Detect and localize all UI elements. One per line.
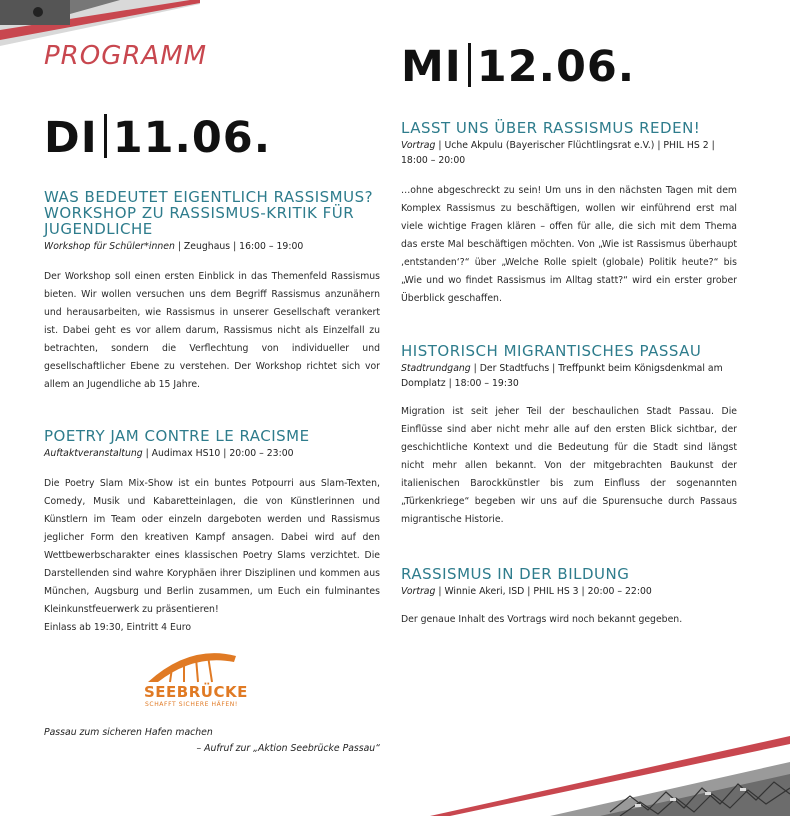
divider-bar	[104, 114, 107, 158]
weekday-label: DI	[44, 113, 98, 163]
bridge-icon	[144, 650, 254, 684]
event-details: | Audimax HS10 | 20:00 – 23:00	[142, 448, 294, 459]
event-details: | Winnie Akeri, ISD | PHIL HS 3 | 20:00 – 22:00	[435, 586, 652, 597]
logo-tagline: SCHAFFT SICHERE HÄFEN!	[145, 701, 238, 708]
event-description: Der genaue Inhalt des Vortrags wird noch bekannt gegeben.	[401, 614, 683, 625]
event-admission-note: Einlass ab 19:30, Eintritt 4 Euro	[44, 622, 192, 633]
event-title: HISTORISCH MIGRANTISCHES PASSAU	[401, 342, 702, 360]
event-title: LASST UNS ÜBER RASSISMUS REDEN!	[401, 119, 701, 137]
divider-bar	[468, 43, 471, 87]
event-description: Migration ist seit jeher Teil der beschaulichen Stadt Passau. Die Einflüsse sind aber nicht mehr alle auf den ersten Blick sichtbar, der geschichtliche Kontext und die Bedeutung für die Stadt sind längst nicht mehr allen bekannt. Von der mitgebrachten Baukunst der italienischen Barockkünstler bis zum Einfluss der sogenannten „Türkenkriege“ begeben wir uns auf die Spurensuche durch Passaus migrantische Historie.	[401, 406, 737, 525]
event-description: Der Workshop soll einen ersten Einblick in das Themenfeld Rassismus bieten. Wir wollen versuchen uns dem Begriff Rassismus anzunähern und herausarbeiten, wie Rassismus in unserer Gesellschaft verankert ist. Dabei geht es vor allem darum, Rassismus nicht als Einzelfall zu betrachten, sondern die Verflechtung von individueller und gesellschaftlicher Ebene zu verstehen. Der Workshop richtet sich vor allem an Jugendliche ab 15 Jahre.	[44, 271, 380, 390]
event-type: Workshop für Schüler*innen	[44, 241, 175, 252]
event-education	[401, 566, 737, 629]
event-type: Auftaktveranstaltung	[44, 448, 143, 459]
event-details: | Uche Akpulu (Bayerischer Flüchtlingsrat e.V.) | PHIL HS 2 | 18:00 – 20:00	[401, 140, 715, 166]
event-type: Vortrag	[401, 586, 436, 597]
event-type: Vortrag	[401, 140, 436, 151]
event-type: Stadtrundgang	[401, 363, 471, 374]
seebruecke-logo	[144, 650, 254, 710]
date-label: 12.06.	[476, 42, 636, 92]
event-description: …ohne abgeschreckt zu sein! Um uns in den nächsten Tagen mit dem Komplex Rassismus zu beschäftigen, wollen wir einführend erst mal viele wichtige Fragen klären – offen für alle, die sich mit dem Thema das erste Mal beschäftigen möchten. Von „Wie ist Rassismus überhaupt ‚entstanden‘?“ über „Welche Rolle spielt (globale) Politik heute?“ bis „Wie und wo findet Rassismus im Alltag statt?“ wird ein erster grober Überblick geschaffen.	[401, 185, 737, 304]
event-workshop	[44, 189, 380, 394]
event-meta	[401, 584, 737, 599]
program-heading: PROGRAMM	[44, 41, 208, 71]
day-heading-tuesday	[44, 113, 272, 163]
quote-line-2: – Aufruf zur „Aktion Seebrücke Passau“	[196, 743, 380, 754]
weekday-label: MI	[401, 42, 462, 92]
bottom-right-corner-decoration	[430, 730, 790, 816]
event-details: | Der Stadtfuchs | Treffpunkt beim Königsdenkmal am Domplatz | 18:00 – 19:30	[401, 363, 723, 389]
event-details: | Zeughaus | 16:00 – 19:00	[174, 241, 304, 252]
event-title: POETRY JAM CONTRE LE RACISME	[44, 427, 310, 445]
quote-line-1: Passau zum sicheren Hafen machen	[44, 727, 213, 738]
event-meta	[401, 361, 737, 391]
event-title: WAS BEDEUTET EIGENTLICH RASSISMUS? WORKSHOP ZU RASSISMUS-KRITIK FÜR JUGENDLICHE	[44, 188, 374, 238]
event-meta	[44, 446, 380, 461]
quote-block	[44, 725, 380, 757]
event-talk-racism	[401, 120, 737, 308]
event-meta	[44, 239, 380, 254]
logo-name: SEEBRÜCKE	[144, 683, 248, 701]
day-heading-wednesday	[401, 42, 636, 92]
date-label: 11.06.	[112, 113, 272, 163]
event-meta	[401, 138, 737, 168]
event-city-tour	[401, 343, 737, 529]
event-poetry-jam	[44, 428, 380, 637]
event-title: RASSISMUS IN DER BILDUNG	[401, 565, 630, 583]
event-description: Die Poetry Slam Mix-Show ist ein buntes Potpourri aus Slam-Texten, Comedy, Musik und Kabaretteinlagen, die von Künstlerinnen und Künstlern im Team oder einzeln dargeboten werden und Rassismus jeglicher Form den kreativen Kampf ansagen. Dabei wird auf den Wettbewerbscharakter eines klassischen Poetry Slams verzichtet. Die Darstellenden sind wahre Koryphäen ihrer Disziplinen und kommen aus München, Augsburg und Berlin zusammen, um Euch ein fulminantes Kleinkunstfeuerwerk zu präsentieren!	[44, 478, 380, 615]
